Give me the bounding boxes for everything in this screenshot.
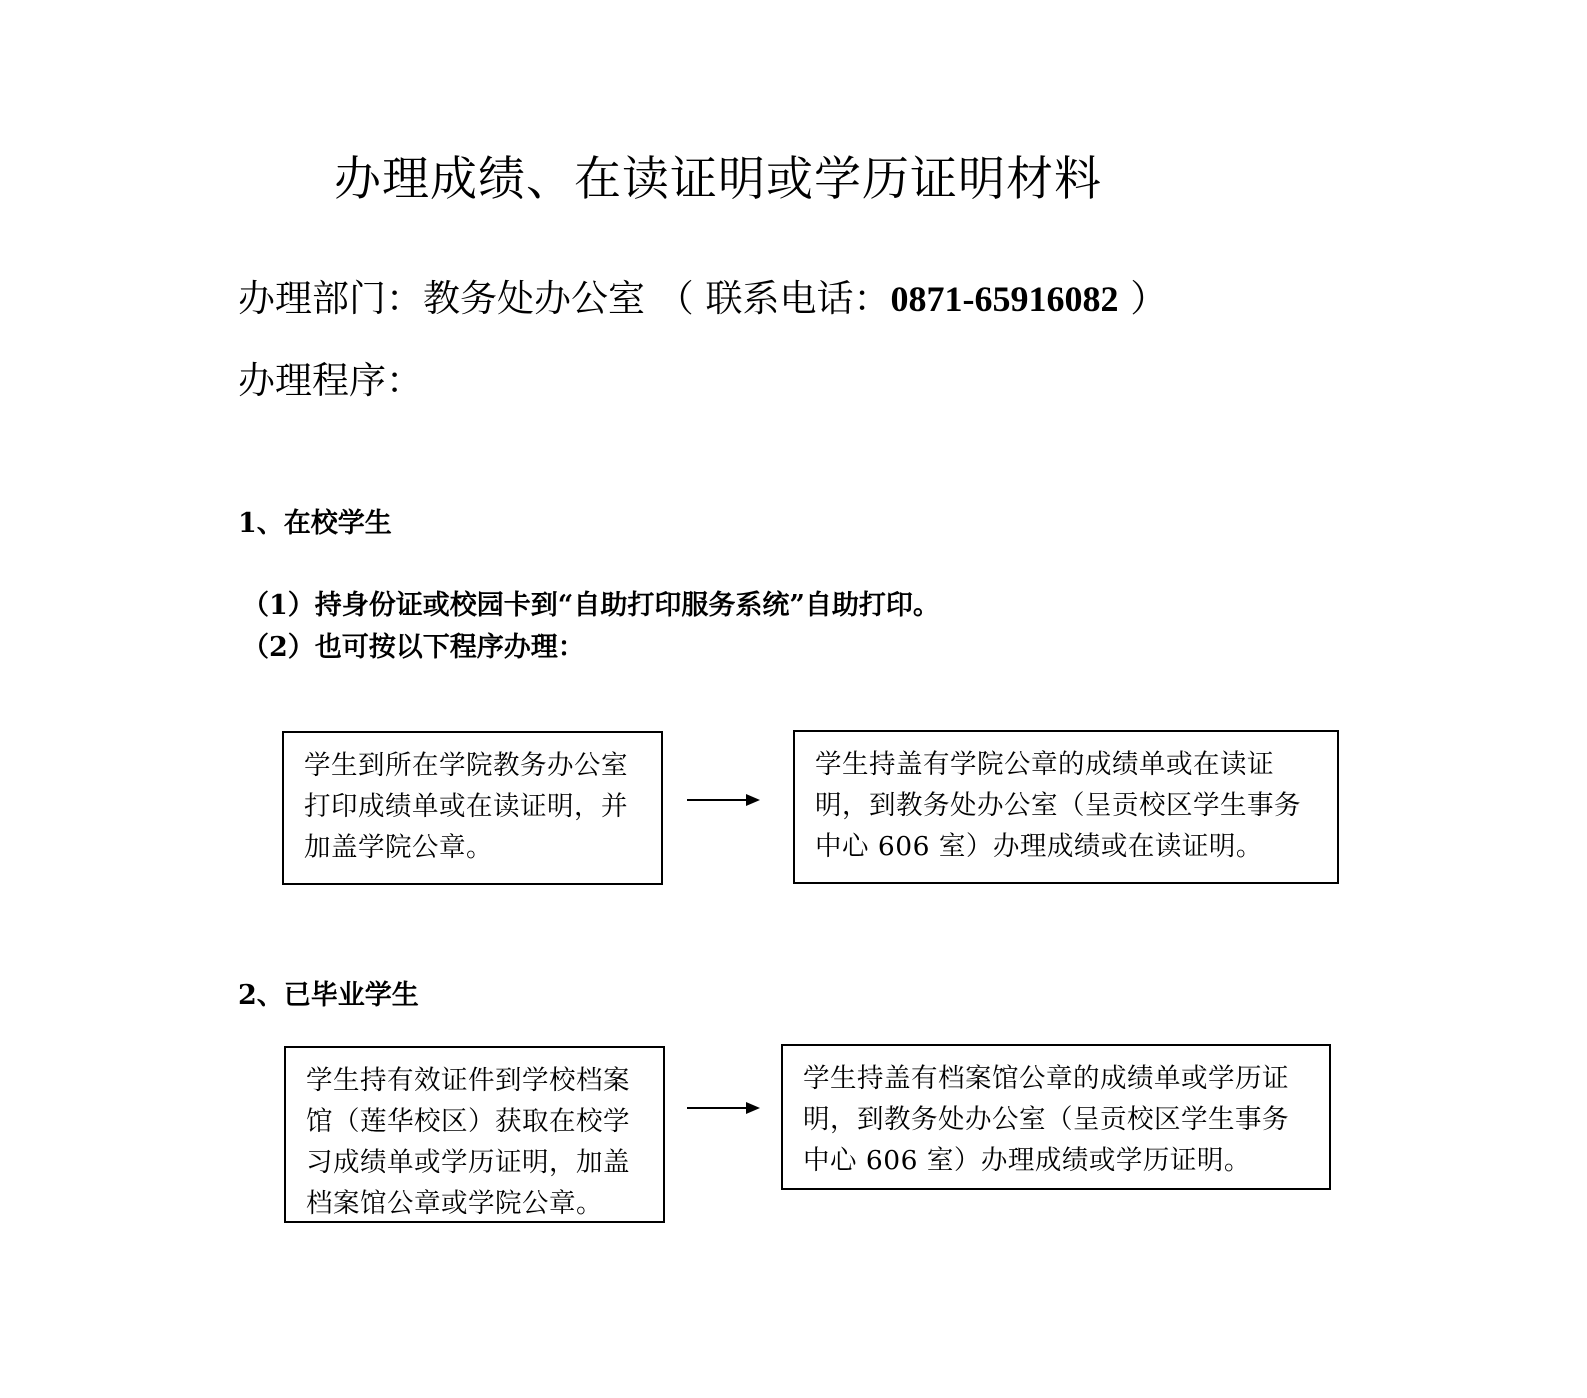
document-title: 办理成绩、在读证明或学历证明材料: [334, 152, 1102, 207]
section1-step1-box: [282, 731, 663, 885]
box-line: 中心 606 室）办理成绩或在读证明。: [815, 831, 1263, 862]
department-label: 办理部门：教务处办公室 （ 联系电话：: [238, 277, 891, 320]
box-line: 馆（莲华校区）获取在校学: [306, 1106, 630, 1137]
box-line: 学生持盖有档案馆公章的成绩单或学历证: [803, 1063, 1289, 1094]
department-close: ）: [1118, 277, 1168, 320]
flow-arrow-icon: [686, 1098, 762, 1118]
flow-arrow-icon: [686, 790, 762, 810]
box-line: 中心 606 室）办理成绩或学历证明。: [803, 1145, 1251, 1176]
procedure-label: 办理程序：: [238, 359, 423, 402]
box-line: 档案馆公章或学院公章。: [306, 1188, 603, 1219]
phone-number: 0871-65916082: [890, 279, 1119, 319]
box-line: 加盖学院公章。: [304, 832, 493, 863]
box-line: 学生持盖有学院公章的成绩单或在读证: [815, 749, 1274, 780]
box-line: 学生持有效证件到学校档案: [306, 1065, 630, 1096]
section2-step2-box: [781, 1044, 1331, 1190]
section2-heading: 2、已毕业学生: [238, 980, 419, 1011]
box-line: 习成绩单或学历证明，加盖: [306, 1147, 630, 1178]
box-line: 明，到教务处办公室（呈贡校区学生事务: [815, 790, 1301, 821]
box-line: 明，到教务处办公室（呈贡校区学生事务: [803, 1104, 1289, 1135]
section1-heading: 1、在校学生: [238, 508, 392, 539]
box-line: 学生到所在学院教务办公室: [304, 750, 628, 781]
section2-step1-box: [284, 1046, 665, 1223]
department-line: [238, 274, 1167, 324]
section1-option2: （2）也可按以下程序办理：: [242, 632, 585, 663]
section1-option1: （1）持身份证或校园卡到“自助打印服务系统”自助打印。: [242, 590, 940, 621]
section1-step2-box: [793, 730, 1339, 884]
box-line: 打印成绩单或在读证明，并: [304, 791, 628, 822]
